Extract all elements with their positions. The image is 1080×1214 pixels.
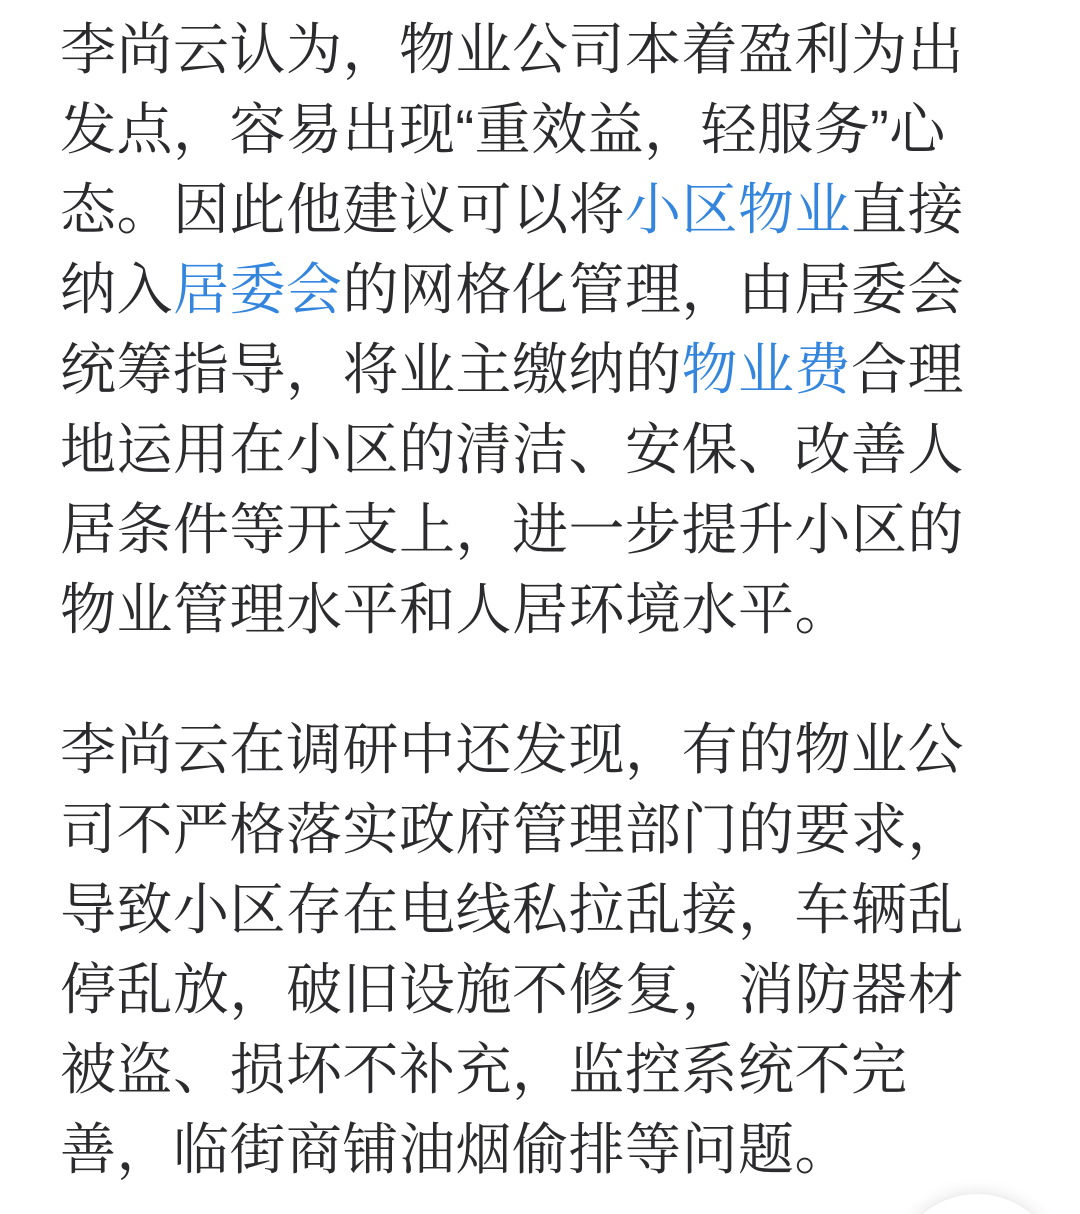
text-run: 直接纳入	[60, 178, 964, 321]
floating-action-button[interactable]	[893, 1194, 1061, 1214]
link-community-property[interactable]: 小区物业	[625, 178, 851, 241]
text-run: 合理地运用在小区的清洁、安保、改善人居条件等开支上，进一步提升小区的物业管理水平和人居环境水平。	[60, 338, 964, 641]
link-property-fee[interactable]: 物业费	[681, 338, 851, 401]
link-residents-committee[interactable]: 居委会	[173, 258, 343, 321]
article-paragraph	[60, 10, 1020, 650]
text-run: 的网格化管理，由居委会统筹指导，将业主缴纳的	[60, 258, 964, 401]
text-run: 李尚云认为，物业公司本着盈利为出发点，容易出现“重效益，轻服务”心态。因此他建议可以将	[60, 18, 964, 241]
text-run: 李尚云在调研中还发现，有的物业公司不严格落实政府管理部门的要求，导致小区存在电线私拉乱接，车辆乱停乱放，破旧设施不修复，消防器材被盗、损坏不补充，监控系统不完善，临街商铺油烟偷排等问题。	[60, 718, 964, 1181]
article-paragraph	[60, 710, 1020, 1190]
